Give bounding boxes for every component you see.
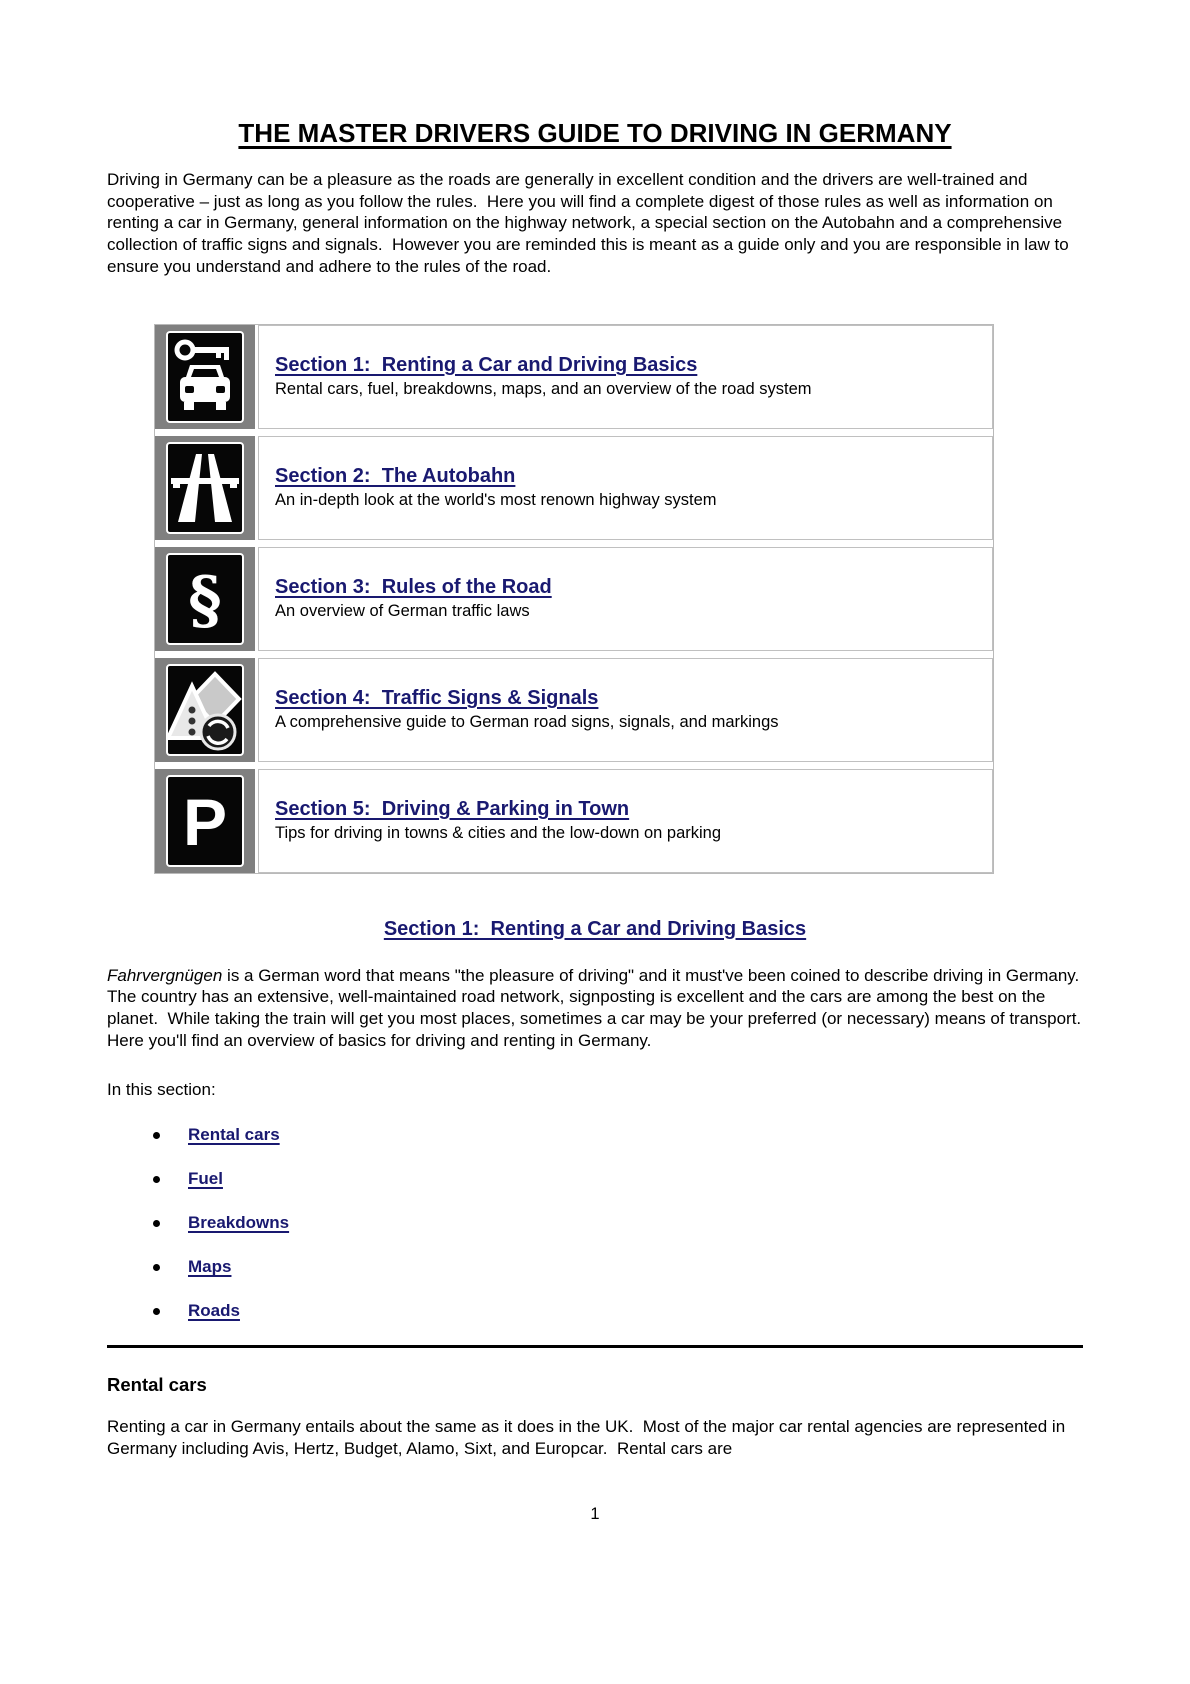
- bullet-icon: [153, 1176, 160, 1183]
- section-4-link[interactable]: Section 4: Traffic Signs & Signals: [275, 687, 599, 710]
- list-item: [153, 1125, 1083, 1145]
- toc-icon-cell: [155, 769, 255, 873]
- section-3-description: An overview of German traffic laws: [275, 602, 530, 621]
- section-2-description: An in-depth look at the world's most renown highway system: [275, 491, 717, 510]
- fuel-link[interactable]: Fuel: [188, 1169, 223, 1189]
- section-5-link[interactable]: Section 5: Driving & Parking in Town: [275, 798, 630, 821]
- toc-icon-cell: [155, 547, 255, 651]
- horizontal-rule: [107, 1345, 1083, 1348]
- table-row: [155, 769, 993, 873]
- section-3-link[interactable]: Section 3: Rules of the Road: [275, 576, 552, 599]
- svg-text:P: P: [182, 784, 228, 859]
- section-1-heading: Section 1: Renting a Car and Driving Basics: [383, 917, 807, 940]
- section-1-paragraph: [107, 965, 1091, 1052]
- fahrvergnuegen-term: Fahrvergnügen: [107, 965, 223, 985]
- rental-cars-heading: Rental cars: [107, 1374, 207, 1396]
- toc-text-cell: [258, 769, 993, 873]
- toc-text-cell: [258, 436, 993, 540]
- table-row: [155, 547, 993, 651]
- svg-text:§: §: [188, 562, 222, 638]
- toc-icon-cell: [155, 658, 255, 762]
- autobahn-icon: [166, 442, 244, 534]
- breakdowns-link[interactable]: Breakdowns: [188, 1213, 290, 1233]
- page-number: 1: [590, 1505, 600, 1524]
- section-sign-icon: [166, 553, 244, 645]
- rental-cars-paragraph: Renting a car in Germany entails about the same as it does in the UK. Most of the major car rental agencies are represented in Germany including Avis, Hertz, Budget, Alamo, Sixt, and Europcar. Rental cars are: [107, 1417, 1070, 1458]
- toc-text-cell: [258, 547, 993, 651]
- toc-text-cell: [258, 325, 993, 429]
- section-4-description: A comprehensive guide to German road signs, signals, and markings: [275, 713, 779, 732]
- rental-cars-link[interactable]: Rental cars: [188, 1125, 280, 1145]
- bullet-icon: [153, 1264, 160, 1271]
- roads-link[interactable]: Roads: [188, 1301, 240, 1321]
- maps-link[interactable]: Maps: [188, 1257, 232, 1277]
- toc-text-cell: [258, 658, 993, 762]
- table-row: [155, 658, 993, 762]
- section-1-description: Rental cars, fuel, breakdowns, maps, and an overview of the road system: [275, 380, 812, 399]
- bullet-icon: [153, 1308, 160, 1315]
- list-item: [153, 1213, 1083, 1233]
- traffic-signs-icon: [166, 664, 244, 756]
- table-row: [155, 325, 993, 429]
- section-1-paragraph-text: is a German word that means "the pleasure of driving" and it must've been coined to describe driving in Germany. The country has an extensive, well-maintained road network, signposting is excellent and the cars are among the best on the planet. While taking the train will get you most places, sometimes a car may be your preferred (or necessary) means of transport. Here you'll find an overview of basics for driving and renting in Germany.: [107, 965, 1091, 1050]
- list-item: [153, 1169, 1083, 1189]
- in-this-section-label: In this section:: [107, 1080, 216, 1100]
- section-toc-table: [154, 324, 994, 874]
- intro-paragraph: Driving in Germany can be a pleasure as the roads are generally in excellent condition and the drivers are well-trained and cooperative – just as long as you follow the rules. Here you will find a complete digest of those rules as well as information on renting a car in Germany, general information on the highway network, a special section on the Autobahn and a comprehensive collection of traffic signs and signals. However you are reminded this is meant as a guide only and you are responsible in law to ensure you understand and adhere to the rules of the road.: [107, 170, 1074, 276]
- page-title: THE MASTER DRIVERS GUIDE TO DRIVING IN GERMANY: [238, 118, 952, 148]
- parking-icon: [166, 775, 244, 867]
- bullet-icon: [153, 1132, 160, 1139]
- table-row: [155, 436, 993, 540]
- toc-icon-cell: [155, 436, 255, 540]
- bullet-icon: [153, 1220, 160, 1227]
- section-5-description: Tips for driving in towns & cities and the low-down on parking: [275, 824, 722, 843]
- section-2-link[interactable]: Section 2: The Autobahn: [275, 465, 516, 488]
- list-item: [153, 1257, 1083, 1277]
- list-item: [153, 1301, 1083, 1321]
- car-key-icon: [166, 331, 244, 423]
- section-1-link[interactable]: Section 1: Renting a Car and Driving Basics: [275, 354, 698, 377]
- toc-icon-cell: [155, 325, 255, 429]
- section-links-list: [107, 1125, 1083, 1321]
